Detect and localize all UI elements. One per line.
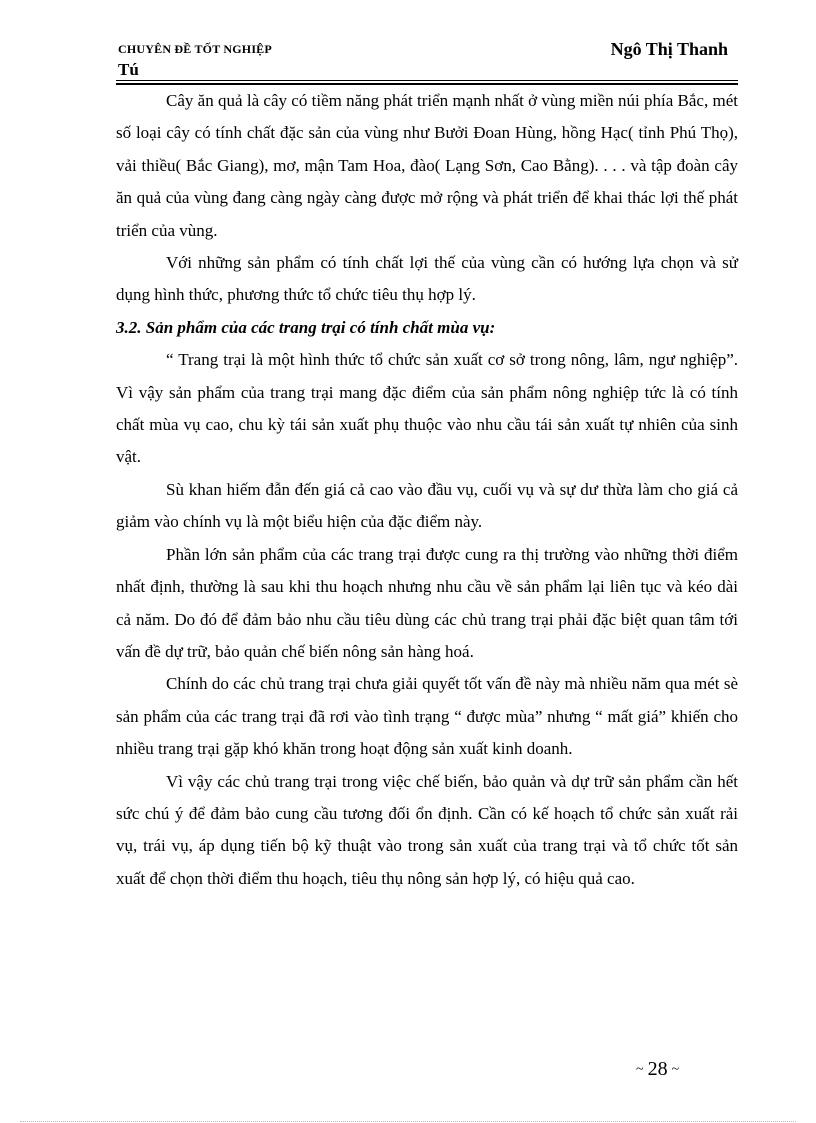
paragraph-fruit-trees: Cây ăn quả là cây có tiềm năng phát triển mạnh nhất ở vùng miền núi phía Bắc, mét số loại cây có tính chất đặc sản của vùng như Bưởi Đoan Hùng, hồng Hạc( tỉnh Phú Thọ), vải thiều( Bắc Giang), mơ, mận Tam Hoa, đào( Lạng Sơn, Cao Bằng). . . . và tập đoàn cây ăn quả của vùng đang càng ngày càng được mở rộng và phát triển để khai thác lợi thế phát triển của vùng. bbox=[116, 91, 738, 240]
section-title: 3.2. Sản phẩm của các trang trại có tính chất mùa vụ: bbox=[116, 317, 496, 337]
page-bottom-divider bbox=[20, 1121, 796, 1122]
left-ornament-icon: ~ bbox=[636, 1061, 644, 1077]
header-author-name: Ngô Thị Thanh bbox=[610, 39, 728, 59]
header-author-last-name: Tú bbox=[118, 60, 139, 79]
right-ornament-icon: ~ bbox=[671, 1061, 680, 1077]
header-rule-thin bbox=[116, 80, 738, 81]
paragraph-scarcity: Sù khan hiếm đẫn đến giá cả cao vào đầu vụ, cuối vụ và sự dư thừa làm cho giá cả giảm vào chính vụ là một biểu hiện của đặc điểm này. bbox=[116, 479, 738, 532]
header-thesis-label: CHUYÊN ĐỀ TỐT NGHIỆP bbox=[118, 42, 272, 56]
paragraph-supply-timing: Phần lớn sản phẩm của các trang trại được cung ra thị trường vào những thời điểm nhất định, thường là sau khi thu hoạch nhưng nhu cầu về sản phẩm lại liên tục và kéo dài cả năm. Do đó để đảm bảo nhu cầu tiêu dùng các chủ trang trại phải đặc biệt quan tâm tới vấn đề dự trữ, bảo quản chế biến nông sản hàng hoá. bbox=[116, 544, 738, 661]
paragraph-recommendation: Vì vậy các chủ trang trại trong việc chế biến, bảo quản và dự trữ sản phẩm cần hết sức chú ý để đảm bảo cung cầu tương đối ổn định. Cần có kế hoạch tổ chức sản xuất rải vụ, trái vụ, áp dụng tiến bộ kỹ thuật vào trong sản xuất của trang trại và tổ chức tốt sản xuất để chọn thời điểm thu hoạch, tiêu thụ nông sản hợp lý, có hiệu quả cao. bbox=[116, 771, 738, 888]
page-footer bbox=[636, 1058, 679, 1081]
body-text bbox=[116, 85, 738, 895]
page-number: 28 bbox=[647, 1058, 668, 1080]
paragraph-products-advantage: Với những sản phẩm có tính chất lợi thế của vùng cần có hướng lựa chọn và sử dụng hình thức, phương thức tổ chức tiêu thụ hợp lý. bbox=[116, 253, 738, 305]
paragraph-price-problem: Chính do các chủ trang trại chưa giải quyết tốt vấn đề này mà nhiều năm qua mét sè sản phẩm của các trang trại đã rơi vào tình trạng “ được mùa” nhưng “ mất giá” khiến cho nhiều trang trại gặp khó khăn trong hoạt động sản xuất kinh doanh. bbox=[116, 674, 738, 759]
paragraph-farm-definition: “ Trang trại là một hình thức tổ chức sản xuất cơ sở trong nông, lâm, ngư nghiệp”. Vì vậy sản phẩm của trang trại mang đặc điểm của sản phẩm nông nghiệp tức là có tính chất mùa vụ cao, chu kỳ tái sản xuất phụ thuộc vào nhu cầu tái sản xuất tự nhiên của sinh vật. bbox=[116, 350, 738, 467]
